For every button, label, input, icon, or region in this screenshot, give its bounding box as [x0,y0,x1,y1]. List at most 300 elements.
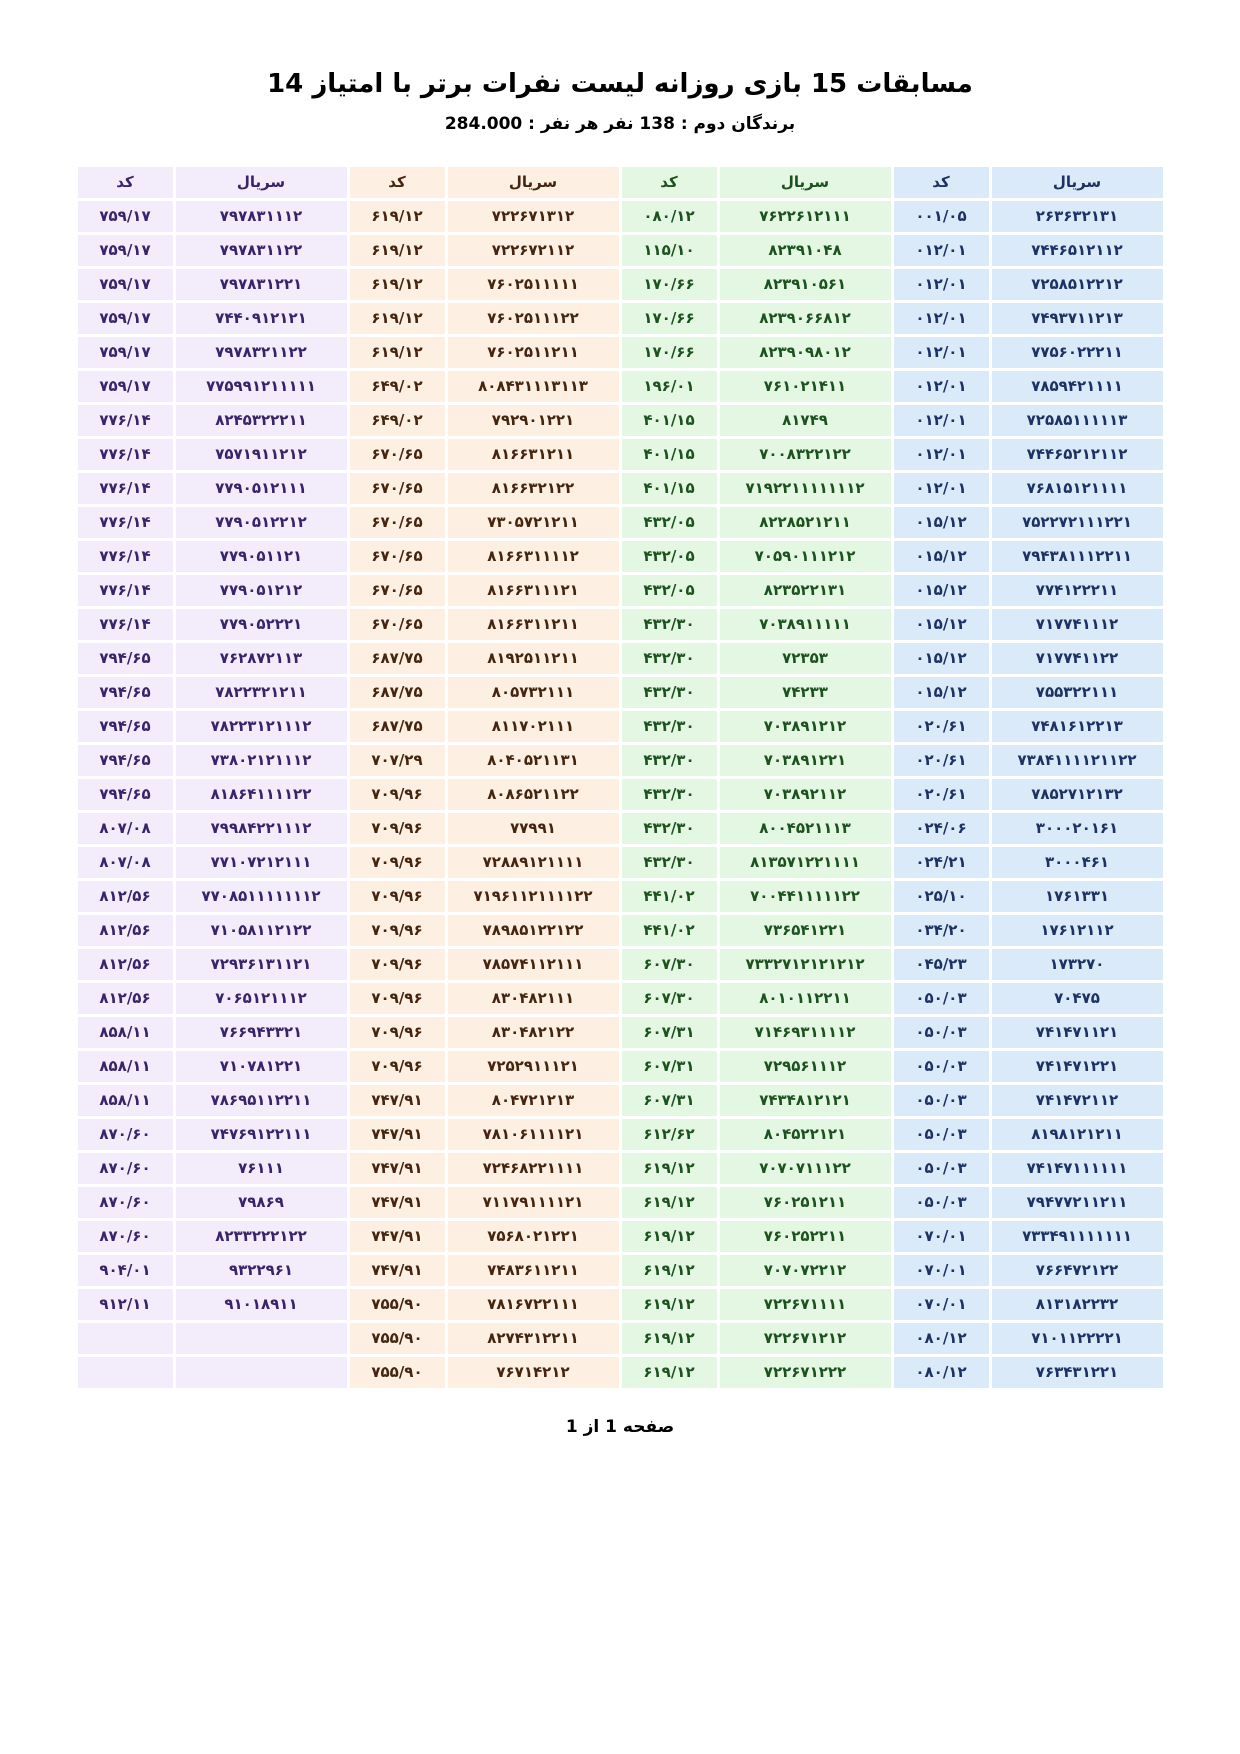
code-cell-purple: ۸۱۲/۵۶ [78,881,173,912]
code-cell-blue: ۰۱۵/۱۲ [894,609,989,640]
column-header-code-green: کد [622,167,717,198]
table-row [78,235,1163,266]
serial-cell-blue: ۳۰۰۰۲۰۱۶۱ [992,813,1163,844]
serial-cell-green: ۷۱۹۲۲۱۱۱۱۱۱۱۲ [720,473,891,504]
code-cell-blue: ۰۵۰/۰۳ [894,1085,989,1116]
serial-cell-green: ۷۰۰۴۴۱۱۱۱۱۲۲ [720,881,891,912]
code-cell-blue: ۰۵۰/۰۳ [894,983,989,1014]
code-cell-purple: ۷۵۹/۱۷ [78,235,173,266]
code-cell-green: ۶۰۷/۳۱ [622,1017,717,1048]
serial-cell-orange: ۷۸۹۸۵۱۲۲۱۲۲ [448,915,619,946]
serial-cell-orange: ۸۱۱۷۰۲۱۱۱ [448,711,619,742]
serial-cell-green: ۸۱۳۵۷۱۲۲۱۱۱۱ [720,847,891,878]
serial-cell-orange: ۷۱۹۶۱۱۲۱۱۱۱۲۲ [448,881,619,912]
code-cell-purple: ۷۷۶/۱۴ [78,575,173,606]
code-cell-purple: ۸۷۰/۶۰ [78,1187,173,1218]
code-cell-blue: ۰۱۲/۰۱ [894,235,989,266]
serial-cell-orange: ۸۰۸۴۳۱۱۱۳۱۱۳ [448,371,619,402]
table-row [78,745,1163,776]
code-cell-orange: ۶۴۹/۰۲ [350,371,445,402]
code-cell-green: ۴۳۲/۳۰ [622,745,717,776]
code-cell-blue: ۰۱۵/۱۲ [894,507,989,538]
code-cell-green: ۶۱۲/۶۲ [622,1119,717,1150]
serial-cell-blue: ۱۷۶۱۲۱۱۲ [992,915,1163,946]
serial-cell-orange: ۸۱۹۲۵۱۱۲۱۱ [448,643,619,674]
code-cell-purple: ۷۹۴/۶۵ [78,643,173,674]
code-cell-purple: ۸۱۲/۵۶ [78,915,173,946]
serial-cell-green: ۷۰۳۸۹۱۲۱۲ [720,711,891,742]
code-cell-blue: ۰۱۵/۱۲ [894,677,989,708]
code-cell-green: ۶۰۷/۳۰ [622,949,717,980]
serial-cell-green: ۸۲۳۹۰۹۸۰۱۲ [720,337,891,368]
serial-cell-blue: ۲۶۳۶۳۲۱۳۱ [992,201,1163,232]
serial-cell-blue: ۷۰۴۷۵ [992,983,1163,1014]
code-cell-purple: ۷۵۹/۱۷ [78,303,173,334]
serial-cell-green: ۸۲۳۹۱۰۵۶۱ [720,269,891,300]
serial-cell-green: ۷۲۲۶۷۱۱۱۱ [720,1289,891,1320]
code-cell-blue: ۰۱۲/۰۱ [894,269,989,300]
code-cell-blue: ۰۱۵/۱۲ [894,541,989,572]
winners-table [75,164,1166,1391]
table-row [78,405,1163,436]
serial-cell-blue: ۷۴۴۶۵۱۲۱۱۲ [992,235,1163,266]
code-cell-blue: ۰۵۰/۰۳ [894,1119,989,1150]
serial-cell-purple: ۷۴۷۶۹۱۲۲۱۱۱ [176,1119,347,1150]
serial-cell-green: ۷۰۰۸۳۲۲۱۲۲ [720,439,891,470]
code-cell-green: ۶۰۷/۳۱ [622,1051,717,1082]
table-row [78,915,1163,946]
code-cell-green: ۴۳۲/۳۰ [622,711,717,742]
table-row [78,337,1163,368]
serial-cell-orange: ۸۱۶۶۳۱۱۱۱۲ [448,541,619,572]
serial-cell-blue: ۷۷۵۶۰۲۲۲۱۱ [992,337,1163,368]
code-cell-orange: ۶۱۹/۱۲ [350,235,445,266]
table-row [78,983,1163,1014]
table-row [78,371,1163,402]
code-cell-green: ۴۳۲/۳۰ [622,609,717,640]
code-cell-purple: ۷۹۴/۶۵ [78,677,173,708]
code-cell-orange: ۷۰۹/۹۶ [350,847,445,878]
code-cell-green: ۶۱۹/۱۲ [622,1153,717,1184]
code-cell-green: ۶۱۹/۱۲ [622,1221,717,1252]
serial-cell-blue: ۷۶۳۴۳۱۲۲۱ [992,1357,1163,1388]
code-cell-orange: ۶۷۰/۶۵ [350,541,445,572]
serial-cell-green: ۷۶۰۲۵۲۲۱۱ [720,1221,891,1252]
code-cell-purple: ۸۵۸/۱۱ [78,1085,173,1116]
serial-cell-blue: ۷۷۴۱۲۲۲۱۱ [992,575,1163,606]
code-cell-blue: ۰۱۲/۰۱ [894,337,989,368]
serial-cell-blue: ۷۱۰۱۱۲۲۲۲۱ [992,1323,1163,1354]
serial-cell-orange: ۷۶۷۱۴۲۱۲ [448,1357,619,1388]
code-cell-green: ۱۷۰/۶۶ [622,337,717,368]
serial-cell-green: ۷۲۲۶۷۱۲۲۲ [720,1357,891,1388]
code-cell-orange: ۷۰۹/۹۶ [350,1017,445,1048]
code-cell-orange: ۶۱۹/۱۲ [350,269,445,300]
serial-cell-purple: ۷۶۶۹۴۳۳۲۱ [176,1017,347,1048]
serial-cell-green: ۷۱۴۶۹۳۱۱۱۱۲ [720,1017,891,1048]
code-cell-purple: ۷۷۶/۱۴ [78,609,173,640]
code-cell-green: ۶۱۹/۱۲ [622,1255,717,1286]
code-cell-purple: ۸۱۲/۵۶ [78,983,173,1014]
serial-cell-blue: ۷۴۱۴۷۱۲۲۱ [992,1051,1163,1082]
serial-cell-purple: ۷۷۵۹۹۱۲۱۱۱۱۱ [176,371,347,402]
serial-cell-purple: ۷۰۶۵۱۲۱۱۱۲ [176,983,347,1014]
code-cell-blue: ۰۲۵/۱۰ [894,881,989,912]
serial-cell-purple: ۷۹۹۸۴۲۲۱۱۱۲ [176,813,347,844]
serial-cell-blue: ۷۲۵۸۵۱۱۱۱۱۳ [992,405,1163,436]
serial-cell-blue: ۷۹۴۷۷۲۱۱۲۱۱ [992,1187,1163,1218]
serial-cell-blue: ۷۱۷۷۴۱۱۱۲ [992,609,1163,640]
serial-cell-blue: ۷۶۶۴۷۲۱۲۲ [992,1255,1163,1286]
code-cell-blue: ۰۷۰/۰۱ [894,1289,989,1320]
serial-cell-blue: ۷۴۱۴۷۲۱۱۲ [992,1085,1163,1116]
serial-cell-purple: ۷۸۲۲۳۲۱۲۱۱ [176,677,347,708]
serial-cell-purple: ۷۷۰۸۵۱۱۱۱۱۱۱۲ [176,881,347,912]
code-cell-blue: ۰۴۵/۲۳ [894,949,989,980]
code-cell-orange: ۶۱۹/۱۲ [350,201,445,232]
serial-cell-orange: ۸۱۶۶۳۱۲۱۱ [448,439,619,470]
serial-cell-blue: ۷۸۵۲۷۱۲۱۳۲ [992,779,1163,810]
serial-cell-green: ۸۰۰۴۵۲۱۱۱۳ [720,813,891,844]
serial-cell-blue: ۷۶۸۱۵۱۲۱۱۱۱ [992,473,1163,504]
code-cell-purple: ۸۵۸/۱۱ [78,1017,173,1048]
code-cell-orange: ۷۴۷/۹۱ [350,1119,445,1150]
serial-cell-green: ۷۶۲۲۶۱۲۱۱۱ [720,201,891,232]
serial-cell-blue: ۸۱۳۱۸۲۲۳۲ [992,1289,1163,1320]
code-cell-blue: ۰۵۰/۰۳ [894,1187,989,1218]
code-cell-purple [78,1323,173,1354]
serial-cell-purple: ۷۷۹۰۵۱۲۱۲ [176,575,347,606]
serial-cell-green: ۷۰۳۸۹۲۱۱۲ [720,779,891,810]
page-title: مسابقات 15 بازی روزانه لیست نفرات برتر با امتیاز 14 [267,69,973,99]
code-cell-purple: ۷۵۹/۱۷ [78,269,173,300]
code-cell-blue: ۰۸۰/۱۲ [894,1357,989,1388]
code-cell-purple: ۸۷۰/۶۰ [78,1153,173,1184]
serial-cell-green: ۷۰۳۸۹۱۲۲۱ [720,745,891,776]
serial-cell-blue: ۷۸۵۹۴۲۱۱۱۱ [992,371,1163,402]
table-row [78,1085,1163,1116]
serial-cell-green: ۷۳۳۲۷۱۲۱۲۱۲۱۲ [720,949,891,980]
serial-cell-blue: ۷۵۲۲۷۲۱۱۱۲۲۱ [992,507,1163,538]
serial-cell-green: ۷۶۱۰۲۱۴۱۱ [720,371,891,402]
code-cell-blue: ۰۱۲/۰۱ [894,303,989,334]
table-row [78,677,1163,708]
serial-cell-purple: ۷۱۰۵۸۱۱۲۱۲۲ [176,915,347,946]
code-cell-green: ۴۰۱/۱۵ [622,439,717,470]
serial-cell-orange: ۷۸۵۷۴۱۱۲۱۱۱ [448,949,619,980]
serial-cell-orange: ۷۶۰۲۵۱۱۱۱۱ [448,269,619,300]
serial-cell-blue: ۸۱۹۸۱۲۱۲۱۱ [992,1119,1163,1150]
table-row [78,1153,1163,1184]
code-cell-purple: ۷۹۴/۶۵ [78,745,173,776]
serial-cell-orange: ۷۲۲۶۷۱۳۱۲ [448,201,619,232]
code-cell-green: ۶۱۹/۱۲ [622,1187,717,1218]
code-cell-purple: ۷۵۹/۱۷ [78,201,173,232]
code-cell-green: ۴۳۲/۳۰ [622,677,717,708]
code-cell-green: ۶۱۹/۱۲ [622,1323,717,1354]
code-cell-blue: ۰۱۵/۱۲ [894,643,989,674]
serial-cell-blue: ۷۲۵۸۵۱۲۲۱۲ [992,269,1163,300]
code-cell-orange: ۷۵۵/۹۰ [350,1357,445,1388]
code-cell-green: ۴۳۲/۳۰ [622,779,717,810]
serial-cell-orange: ۷۷۹۹۱ [448,813,619,844]
code-cell-purple: ۸۵۸/۱۱ [78,1051,173,1082]
table-row [78,439,1163,470]
serial-cell-purple: ۷۴۴۰۹۱۲۱۲۱ [176,303,347,334]
table-row [78,1187,1163,1218]
code-cell-purple: ۹۰۴/۰۱ [78,1255,173,1286]
serial-cell-blue: ۷۴۱۴۷۱۱۱۱۱۱ [992,1153,1163,1184]
table-row [78,1221,1163,1252]
code-cell-green: ۴۳۲/۳۰ [622,847,717,878]
column-header-code-purple: کد [78,167,173,198]
column-header-serial-blue: سریال [992,167,1163,198]
table-row [78,881,1163,912]
table-row [78,575,1163,606]
code-cell-blue: ۰۵۰/۰۳ [894,1051,989,1082]
code-cell-blue: ۰۲۰/۶۱ [894,779,989,810]
code-cell-orange: ۷۴۷/۹۱ [350,1187,445,1218]
code-cell-blue: ۰۲۰/۶۱ [894,711,989,742]
serial-cell-green: ۸۰۱۰۱۱۲۲۱۱ [720,983,891,1014]
serial-cell-blue: ۷۵۵۳۲۲۱۱۱ [992,677,1163,708]
code-cell-blue: ۰۷۰/۰۱ [894,1221,989,1252]
table-row [78,949,1163,980]
serial-cell-orange: ۷۲۲۶۷۲۱۱۲ [448,235,619,266]
serial-cell-blue: ۱۷۳۲۷۰ [992,949,1163,980]
serial-cell-purple: ۷۹۷۸۳۱۱۲۲ [176,235,347,266]
code-cell-orange: ۷۵۵/۹۰ [350,1323,445,1354]
serial-cell-purple: ۹۳۲۲۹۶۱ [176,1255,347,1286]
code-cell-blue: ۰۳۴/۲۰ [894,915,989,946]
column-header-serial-orange: سریال [448,167,619,198]
code-cell-orange: ۷۰۹/۹۶ [350,915,445,946]
code-cell-blue: ۰۵۰/۰۳ [894,1153,989,1184]
code-cell-orange: ۷۴۷/۹۱ [350,1255,445,1286]
serial-cell-orange: ۷۵۶۸۰۲۱۲۲۱ [448,1221,619,1252]
serial-cell-blue: ۷۴۹۳۷۱۱۲۱۳ [992,303,1163,334]
serial-cell-orange: ۸۰۸۶۵۲۱۱۲۲ [448,779,619,810]
serial-cell-orange: ۸۲۷۴۳۱۲۲۱۱ [448,1323,619,1354]
column-header-serial-green: سریال [720,167,891,198]
serial-cell-purple: ۷۳۸۰۲۱۲۱۱۱۲ [176,745,347,776]
serial-cell-purple: ۷۱۰۷۸۱۲۲۱ [176,1051,347,1082]
code-cell-blue: ۰۰۱/۰۵ [894,201,989,232]
serial-cell-purple: ۷۶۱۱۱ [176,1153,347,1184]
serial-cell-blue: ۷۴۴۶۵۲۱۲۱۱۲ [992,439,1163,470]
code-cell-orange: ۷۰۹/۹۶ [350,881,445,912]
code-cell-orange: ۶۱۹/۱۲ [350,337,445,368]
serial-cell-green: ۷۰۵۹۰۱۱۱۲۱۲ [720,541,891,572]
serial-cell-orange: ۷۸۱۰۶۱۱۱۱۲۱ [448,1119,619,1150]
code-cell-orange: ۶۷۰/۶۵ [350,473,445,504]
code-cell-blue: ۰۲۰/۶۱ [894,745,989,776]
code-cell-blue: ۰۱۲/۰۱ [894,405,989,436]
code-cell-blue: ۰۲۴/۰۶ [894,813,989,844]
code-cell-purple: ۷۹۴/۶۵ [78,711,173,742]
code-cell-purple: ۷۵۹/۱۷ [78,337,173,368]
code-cell-purple: ۸۰۷/۰۸ [78,813,173,844]
code-cell-green: ۱۷۰/۶۶ [622,269,717,300]
code-cell-orange: ۷۴۷/۹۱ [350,1153,445,1184]
serial-cell-blue: ۷۱۷۷۴۱۱۲۲ [992,643,1163,674]
serial-cell-green: ۸۲۳۹۱۰۴۸ [720,235,891,266]
serial-cell-blue: ۱۷۶۱۳۳۱ [992,881,1163,912]
code-cell-purple: ۷۷۶/۱۴ [78,541,173,572]
serial-cell-purple: ۷۸۲۲۳۱۲۱۱۱۲ [176,711,347,742]
serial-cell-orange: ۸۳۰۴۸۲۱۲۲ [448,1017,619,1048]
code-cell-purple: ۷۷۶/۱۴ [78,439,173,470]
table-row [78,201,1163,232]
column-header-code-orange: کد [350,167,445,198]
serial-cell-green: ۷۲۲۶۷۱۲۱۲ [720,1323,891,1354]
code-cell-blue: ۰۷۰/۰۱ [894,1255,989,1286]
serial-cell-orange: ۷۳۰۵۷۲۱۲۱۱ [448,507,619,538]
code-cell-orange: ۶۷۰/۶۵ [350,609,445,640]
code-cell-green: ۴۳۲/۰۵ [622,507,717,538]
code-cell-blue: ۰۱۲/۰۱ [894,439,989,470]
code-cell-green: ۱۷۰/۶۶ [622,303,717,334]
code-cell-green: ۶۰۷/۳۰ [622,983,717,1014]
code-cell-blue: ۰۱۵/۱۲ [894,575,989,606]
serial-cell-orange: ۷۱۱۷۹۱۱۱۱۲۱ [448,1187,619,1218]
serial-cell-green: ۸۰۴۵۲۲۱۲۱ [720,1119,891,1150]
code-cell-orange: ۷۰۹/۹۶ [350,949,445,980]
serial-cell-blue: ۷۳۳۴۹۱۱۱۱۱۱۱ [992,1221,1163,1252]
serial-cell-orange: ۸۰۵۷۳۲۱۱۱ [448,677,619,708]
serial-cell-purple: ۷۹۷۸۳۱۱۱۲ [176,201,347,232]
code-cell-green: ۴۳۲/۰۵ [622,575,717,606]
serial-cell-purple: ۷۷۱۰۷۲۱۲۱۱۱ [176,847,347,878]
code-cell-orange: ۶۸۷/۷۵ [350,643,445,674]
code-cell-purple: ۷۷۶/۱۴ [78,507,173,538]
code-cell-orange: ۷۰۹/۹۶ [350,983,445,1014]
code-cell-orange: ۷۴۷/۹۱ [350,1221,445,1252]
serial-cell-purple: ۷۷۹۰۵۱۱۲۱ [176,541,347,572]
table-row [78,1289,1163,1320]
code-cell-green: ۴۳۲/۳۰ [622,813,717,844]
serial-cell-purple: ۷۶۲۸۷۲۱۱۳ [176,643,347,674]
table-row [78,847,1163,878]
serial-cell-orange: ۷۲۸۸۹۱۲۱۱۱۱ [448,847,619,878]
serial-cell-green: ۷۰۷۰۷۱۱۱۲۲ [720,1153,891,1184]
serial-cell-purple: ۸۲۳۳۲۲۲۱۲۲ [176,1221,347,1252]
serial-cell-purple: ۷۵۷۱۹۱۱۲۱۲ [176,439,347,470]
serial-cell-orange: ۷۸۱۶۷۲۲۱۱۱ [448,1289,619,1320]
code-cell-orange: ۶۸۷/۷۵ [350,677,445,708]
code-cell-green: ۴۴۱/۰۲ [622,881,717,912]
serial-cell-green: ۷۲۹۵۶۱۱۱۲ [720,1051,891,1082]
table-row [78,779,1163,810]
serial-cell-orange: ۷۶۰۲۵۱۱۲۱۱ [448,337,619,368]
code-cell-blue: ۰۸۰/۱۲ [894,1323,989,1354]
page-footer: صفحه 1 از 1 [565,1416,675,1437]
column-header-code-blue: کد [894,167,989,198]
serial-cell-purple: ۷۸۶۹۵۱۱۲۲۱۱ [176,1085,347,1116]
code-cell-orange: ۶۱۹/۱۲ [350,303,445,334]
table-row [78,711,1163,742]
serial-cell-green: ۸۲۳۹۰۶۶۸۱۲ [720,303,891,334]
serial-cell-green: ۸۲۲۸۵۲۱۲۱۱ [720,507,891,538]
code-cell-green: ۱۱۵/۱۰ [622,235,717,266]
table-row [78,1357,1163,1388]
serial-cell-blue: ۷۴۱۴۷۱۱۲۱ [992,1017,1163,1048]
code-cell-green: ۶۱۹/۱۲ [622,1357,717,1388]
serial-cell-purple: ۷۹۷۸۳۲۱۱۲۲ [176,337,347,368]
code-cell-orange: ۷۰۹/۹۶ [350,813,445,844]
table-header-row [78,167,1163,198]
code-cell-orange: ۶۷۰/۶۵ [350,507,445,538]
code-cell-blue: ۰۵۰/۰۳ [894,1017,989,1048]
code-cell-orange: ۶۸۷/۷۵ [350,711,445,742]
table-row [78,507,1163,538]
serial-cell-green: ۸۲۳۵۲۲۱۳۱ [720,575,891,606]
serial-cell-purple: ۷۹۷۸۳۱۲۲۱ [176,269,347,300]
serial-cell-purple: ۹۱۰۱۸۹۱۱ [176,1289,347,1320]
serial-cell-orange: ۸۰۴۰۵۲۱۱۳۱ [448,745,619,776]
serial-cell-purple [176,1323,347,1354]
serial-cell-purple: ۷۷۹۰۵۱۲۱۱۱ [176,473,347,504]
serial-cell-blue: ۷۴۸۱۶۱۲۲۱۳ [992,711,1163,742]
code-cell-purple: ۸۷۰/۶۰ [78,1119,173,1150]
table-row [78,1119,1163,1150]
serial-cell-blue: ۷۹۴۳۸۱۱۱۲۲۱۱ [992,541,1163,572]
code-cell-green: ۶۱۹/۱۲ [622,1289,717,1320]
code-cell-orange: ۶۴۹/۰۲ [350,405,445,436]
code-cell-orange: ۷۰۷/۲۹ [350,745,445,776]
code-cell-green: ۴۳۲/۳۰ [622,643,717,674]
code-cell-orange: ۶۷۰/۶۵ [350,575,445,606]
code-cell-green: ۴۴۱/۰۲ [622,915,717,946]
code-cell-blue: ۰۱۲/۰۱ [894,371,989,402]
serial-cell-green: ۷۲۳۵۳ [720,643,891,674]
code-cell-blue: ۰۱۲/۰۱ [894,473,989,504]
code-cell-blue: ۰۲۴/۲۱ [894,847,989,878]
table-row [78,609,1163,640]
code-cell-purple: ۷۷۶/۱۴ [78,473,173,504]
serial-cell-blue: ۷۳۸۴۱۱۱۱۲۱۱۲۲ [992,745,1163,776]
serial-cell-orange: ۷۹۲۹۰۱۲۲۱ [448,405,619,436]
serial-cell-green: ۷۰۳۸۹۱۱۱۱۱ [720,609,891,640]
code-cell-orange: ۷۴۷/۹۱ [350,1085,445,1116]
code-cell-purple: ۸۱۲/۵۶ [78,949,173,980]
table-row [78,813,1163,844]
table-row [78,473,1163,504]
serial-cell-purple: ۸۱۸۶۴۱۱۱۱۲۲ [176,779,347,810]
serial-cell-purple: ۸۲۴۵۳۲۲۲۱۱ [176,405,347,436]
code-cell-purple: ۸۰۷/۰۸ [78,847,173,878]
code-cell-orange: ۷۰۹/۹۶ [350,1051,445,1082]
serial-cell-orange: ۷۲۴۶۸۲۲۱۱۱۱ [448,1153,619,1184]
code-cell-green: ۱۹۶/۰۱ [622,371,717,402]
serial-cell-purple: ۷۷۹۰۵۲۲۲۱ [176,609,347,640]
table-row [78,1051,1163,1082]
code-cell-green: ۴۰۱/۱۵ [622,405,717,436]
code-cell-purple: ۹۱۲/۱۱ [78,1289,173,1320]
code-cell-orange: ۶۷۰/۶۵ [350,439,445,470]
code-cell-purple [78,1357,173,1388]
serial-cell-orange: ۷۴۸۳۶۱۱۲۱۱ [448,1255,619,1286]
serial-cell-orange: ۸۱۶۶۳۱۱۲۱۱ [448,609,619,640]
serial-cell-blue: ۳۰۰۰۴۶۱ [992,847,1163,878]
code-cell-purple: ۷۷۶/۱۴ [78,405,173,436]
code-cell-orange: ۷۵۵/۹۰ [350,1289,445,1320]
code-cell-purple: ۷۹۴/۶۵ [78,779,173,810]
serial-cell-green: ۷۶۰۲۵۱۲۱۱ [720,1187,891,1218]
serial-cell-green: ۷۴۲۳۳ [720,677,891,708]
serial-cell-purple [176,1357,347,1388]
serial-cell-purple: ۷۷۹۰۵۱۲۲۱۲ [176,507,347,538]
